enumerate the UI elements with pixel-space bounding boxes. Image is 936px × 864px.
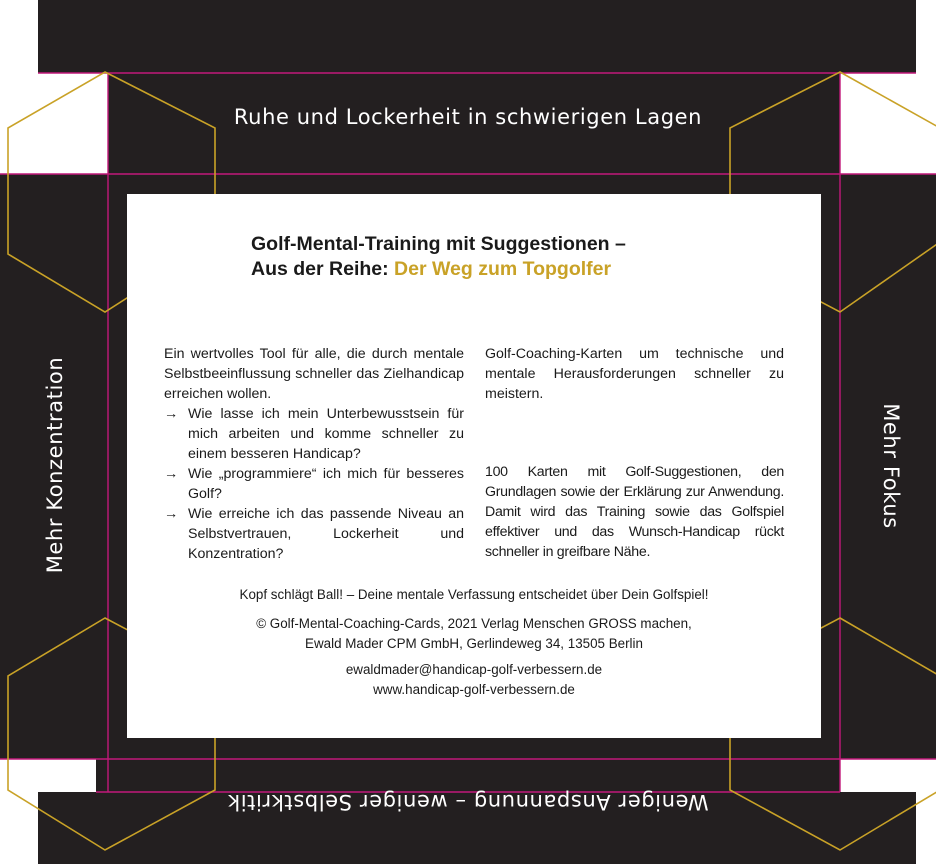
arrow-icon: → [164,466,179,482]
copyright-block [127,614,821,654]
title-line-2 [251,257,626,282]
card-title [251,232,626,282]
title-line-1: Golf-Mental-Training mit Suggestionen – [251,233,626,255]
question-text: Wie „programmiere“ ich mich für besseres Golf? [188,466,464,502]
right-column [485,344,784,562]
top-flap-text: Ruhe und Lockerheit in schwierigen Lagen [233,105,703,129]
copyright-line-1: © Golf-Mental-Coaching-Cards, 2021 Verlag Menschen GROSS machen, [256,616,692,631]
left-flap-text: Mehr Konzentration [43,356,67,574]
question-text: Wie erreiche ich das passende Niveau an Selbstvertrauen, Lockerheit und Konzentration? [188,506,464,562]
question-text: Wie lasse ich mein Unterbewusstsein für mich arbeiten und komme schneller zu einem besseren Handicap? [188,406,464,462]
arrow-icon: → [164,506,179,522]
info-card [127,194,821,738]
question-item [164,404,464,464]
copyright-line-2: Ewald Mader CPM GmbH, Gerlindeweg 34, 13505 Berlin [305,636,643,651]
contact-block [127,660,821,700]
cards-description: 100 Karten mit Golf-Suggestionen, den Grundlagen sowie der Erklärung zur Anwendung. Damit wird das Training sowie das Golfspiel effektiver und das Wunsch-Handicap rückt schneller in greifbare Nähe. [485,464,784,560]
arrow-icon: → [164,406,179,422]
bottom-flap-text: Weniger Anspannung – weniger Selbstkritik [227,790,709,814]
right-flap-text: Mehr Fokus [879,403,903,529]
coaching-paragraph: Golf-Coaching-Karten um technische und mentale Herausforderungen schneller zu meistern. [485,346,784,402]
question-item [164,464,464,504]
email-link[interactable]: ewaldmader@handicap-golf-verbessern.de [345,662,603,677]
series-name: Der Weg zum Topgolfer [394,258,612,280]
website-link[interactable]: www.handicap-golf-verbessern.de [373,682,575,697]
intro-paragraph: Ein wertvolles Tool für alle, die durch mentale Selbstbeeinflussung schneller das Zielhandicap erreichen wollen. [164,346,464,402]
slogan: Kopf schlägt Ball! – Deine mentale Verfassung entscheidet über Dein Golfspiel! [239,587,709,602]
left-column [164,344,464,564]
title-prefix: Aus der Reihe: [251,258,395,280]
question-item [164,504,464,564]
